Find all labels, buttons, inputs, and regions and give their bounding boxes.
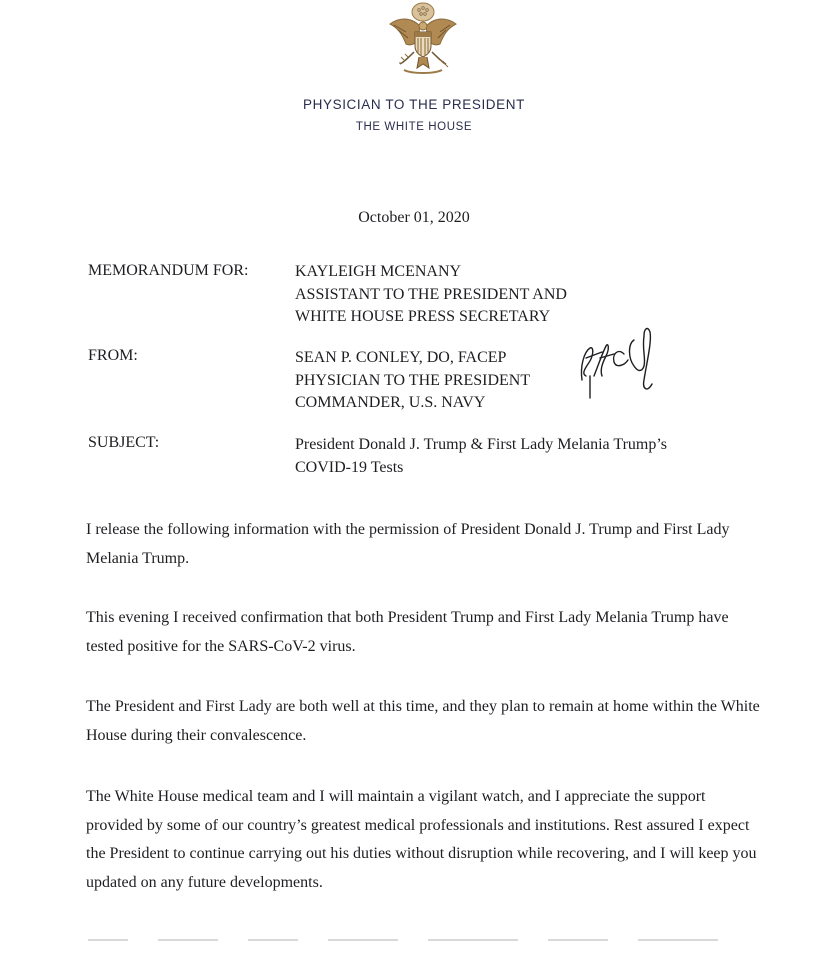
- memo-for-label: MEMORANDUM FOR:: [88, 262, 249, 279]
- sender-line: COMMANDER, U.S. NAVY: [295, 394, 486, 411]
- body-paragraph: This evening I received confirmation that both President Trump and First Lady Melania Trump have tested positive for the SARS-CoV-2 virus.: [86, 609, 729, 655]
- recipient-line: KAYLEIGH MCENANY: [295, 263, 462, 280]
- eagle-seal-icon: [384, 0, 462, 82]
- memo-date: October 01, 2020: [358, 209, 470, 226]
- memo-from-sender: [295, 347, 530, 415]
- letterhead-title: PHYSICIAN TO THE PRESIDENT: [303, 97, 525, 112]
- memo-from-label: FROM:: [88, 347, 138, 364]
- body-paragraph: The President and First Lady are both well at this time, and they plan to remain at home within the White House during their convalescence.: [86, 698, 760, 744]
- body-paragraph: The White House medical team and I will maintain a vigilant watch, and I appreciate the support provided by some of our country’s greatest medical professionals and institutions. Rest assured I expect the President to continue carrying out his duties without disruption while recovering, and I will keep you updated on any future developments.: [86, 788, 757, 891]
- memo-subject: [295, 434, 667, 479]
- subject-line: COVID-19 Tests: [295, 458, 404, 476]
- handwritten-signature-icon: [572, 318, 662, 402]
- subject-line: President Donald J. Trump & First Lady Melania Trump’s: [295, 436, 668, 453]
- sender-line: SEAN P. CONLEY, DO, FACEP: [295, 349, 507, 366]
- recipient-line: ASSISTANT TO THE PRESIDENT AND: [295, 285, 567, 303]
- sender-line: PHYSICIAN TO THE PRESIDENT: [295, 371, 531, 389]
- body-paragraph: I release the following information with the permission of President Donald J. Trump and First Lady Melania Trump.: [86, 521, 730, 567]
- memo-for-recipient: [295, 261, 567, 329]
- letterhead-subtitle: THE WHITE HOUSE: [355, 121, 473, 133]
- scan-artifact: [88, 936, 748, 944]
- memo-subject-label: SUBJECT:: [88, 434, 160, 451]
- recipient-line: WHITE HOUSE PRESS SECRETARY: [295, 308, 551, 325]
